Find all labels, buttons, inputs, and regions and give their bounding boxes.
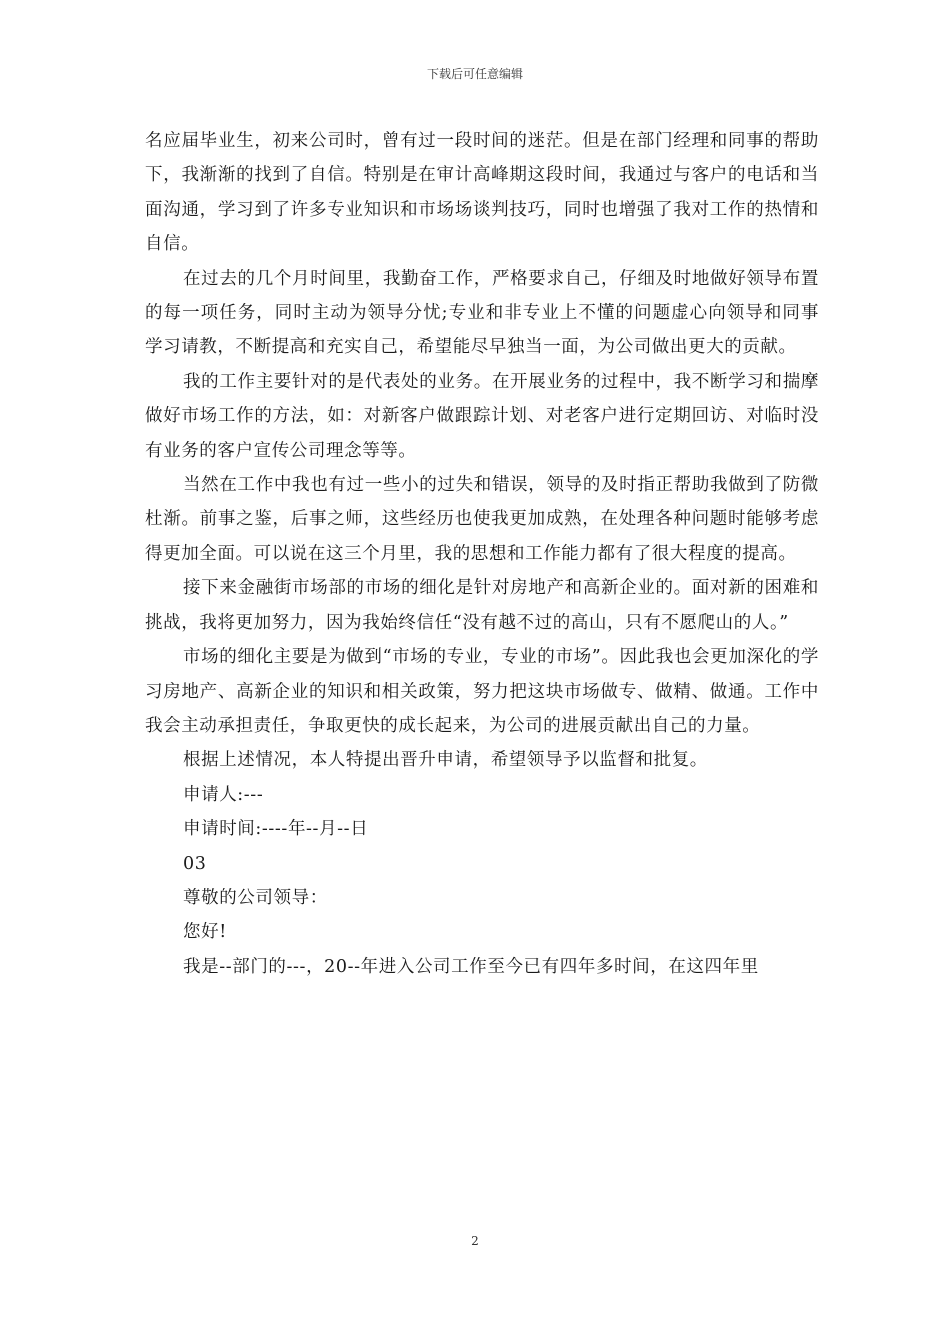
page-header-note: 下载后可任意编辑 <box>426 67 523 81</box>
paragraph-intro: 我是--部门的---，20--年进入公司工作至今已有四年多时间，在这四年里 <box>183 956 759 977</box>
paragraph-6: 市场的细化主要是为做到“市场的专业，专业的市场”。因此我也会更加深化的学习房地产、高新企业的知识和相关政策，努力把这块市场做专、做精、做通。工作中我会主动承担责任，争取更快的成长起来，为公司的进展贡献出自己的力量。 <box>145 647 819 736</box>
paragraph-4: 当然在工作中我也有过一些小的过失和错误，领导的及时指正帮助我做到了防微杜渐。前事之鉴，后事之师，这些经历也使我更加成熟，在处理各种问题时能够考虑得更加全面。可以说在这三个月里，我的思想和工作能力都有了很大程度的提高。 <box>145 475 819 564</box>
paragraph-3: 我的工作主要针对的是代表处的业务。在开展业务的过程中，我不断学习和揣摩做好市场工作的方法，如：对新客户做跟踪计划、对老客户进行定期回访、对临时没有业务的客户宣传公司理念等等。 <box>145 371 819 461</box>
document-body <box>145 124 819 984</box>
salutation: 尊敬的公司领导： <box>183 887 328 908</box>
paragraph-request: 根据上述情况，本人特提出晋升申请，希望领导予以监督和批复。 <box>183 750 708 771</box>
paragraph-1: 名应届毕业生，初来公司时，曾有过一段时间的迷茫。但是在部门经理和同事的帮助下，我渐渐的找到了自信。特别是在审计高峰期这段时间，我通过与客户的电话和当面沟通，学习到了许多专业知识和市场场谈判技巧，同时也增强了我对工作的热情和自信。 <box>145 131 819 255</box>
paragraph-2: 在过去的几个月时间里，我勤奋工作，严格要求自己，仔细及时地做好领导布置的每一项任务，同时主动为领导分忧;专业和非专业上不懂的问题虚心向领导和同事学习请教，不断提高和充实自己，希望能尽早独当一面，为公司做出更大的贡献。 <box>145 268 819 358</box>
applicant-line: 申请人:--- <box>183 784 264 805</box>
greeting: 您好! <box>183 922 227 943</box>
section-number: 03 <box>183 853 207 874</box>
paragraph-5: 接下来金融街市场部的市场的细化是针对房地产和高新企业的。面对新的困难和挑战，我将更加努力，因为我始终信任“没有越不过的高山，只有不愿爬山的人。” <box>145 578 819 633</box>
application-date-line: 申请时间:----年--月--日 <box>183 819 369 840</box>
page-number: 2 <box>471 1234 479 1248</box>
